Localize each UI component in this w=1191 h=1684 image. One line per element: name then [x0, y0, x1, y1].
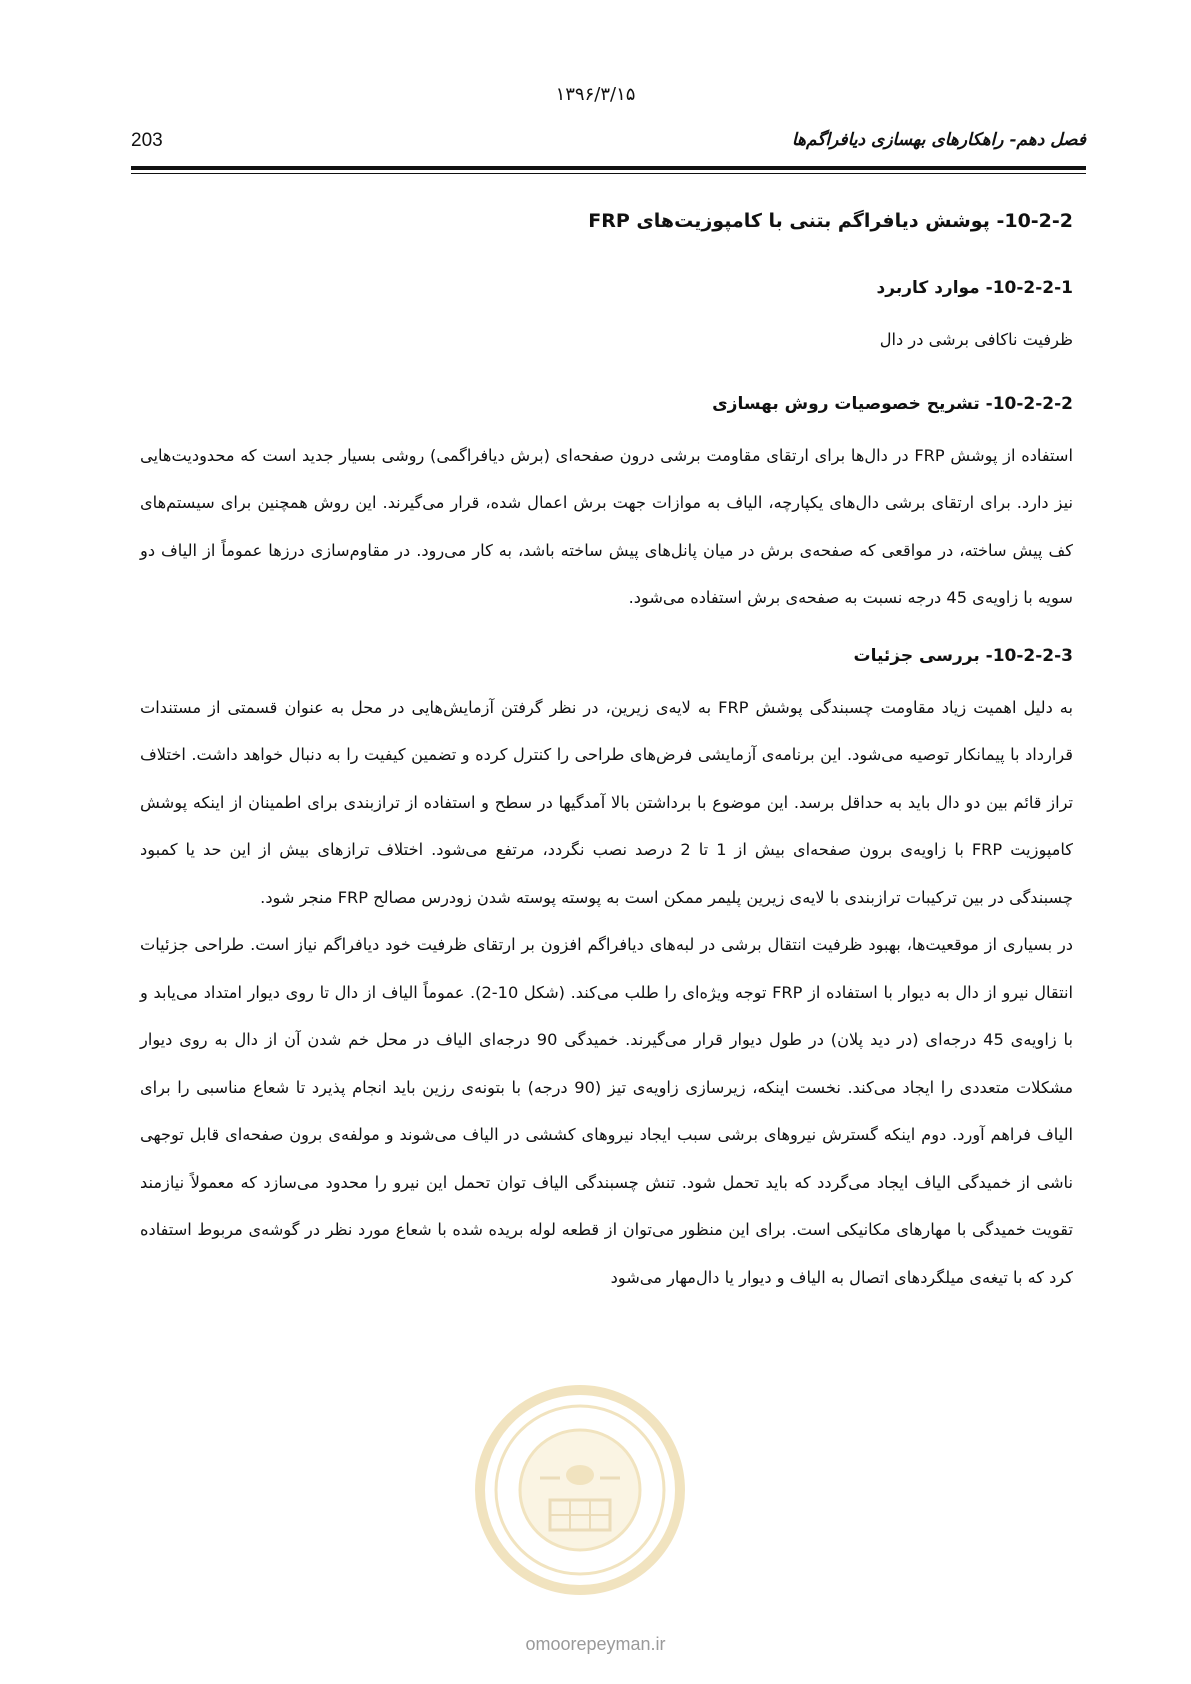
applications-text: ظرفیت ناکافی برشی در دال [879, 330, 1073, 349]
section-heading: 10-2-2- پوشش دیافراگم بتنی با کامپوزیت‌های FRP [588, 210, 1073, 232]
watermark-site: omoorepeyman.ir [525, 1634, 666, 1654]
page-content [140, 210, 1073, 1301]
page-header [131, 130, 1086, 160]
chapter-title: فصل دهم- راهکارهای بهسازی دیافراگم‌ها [791, 130, 1086, 150]
organization-seal-icon [470, 1380, 690, 1600]
page-number: 203 [131, 130, 163, 151]
details-paragraph-1: به دلیل اهمیت زیاد مقاومت چسبندگی پوشش FRP به لایه‌ی زیرین، در نظر گرفتن آزمایش‌هایی در محل به عنوان قسمتی از مستندات قرارداد با پیمانکار توصیه می‌شود. این برنامه‌ی آزمایشی فرض‌های طراحی را کنترل کرده و تضمین کیفیت را به دنبال خواهد داشت. اختلاف تراز قائم بین دو دال باید به حداقل برسد. این موضوع با برداشتن بالا آمدگیها در سطح و استفاده از ترازبندی برای اطمینان از اینکه پوشش کامپوزیت FRP با زاویه‌ی برون صفحه‌ای بیش از 1 تا 2 درصد نصب نگردد، مرتفع می‌شود. اختلاف ترازهای بیش از این حد یا کمبود چسبندگی در بین ترکیبات ترازبندی با لایه‌ی زیرین پلیمر ممکن است به پوسته پوسته شدن زودرس مصالح FRP منجر شود. [140, 697, 1074, 907]
document-date: ۱۳۹۶/۳/۱۵ [555, 84, 636, 105]
header-rule-thick [131, 166, 1086, 170]
details-paragraph-2: در بسیاری از موقعیت‌ها، بهبود ظرفیت انتقال برشی در لبه‌های دیافراگم افزون بر ارتقای ظرفیت خود دیافراگم نیاز است. طراحی جزئیات انتقال نیرو از دال به دیوار با استفاده از FRP توجه ویژه‌ای را طلب می‌کند. (شکل 10-2). عموماً الیاف از دال تا روی دیوار امتداد می‌یابد و با زاویه‌ی 45 درجه‌ای (در دید پلان) در طول دیوار قرار می‌گیرند. خمیدگی 90 درجه‌ای الیاف در محل خم شدن آن از دال به روی دیوار مشکلات متعددی را ایجاد می‌کند. نخست اینکه، زیرسازی زاویه‌ی تیز (90 درجه) با بتونه‌ی رزین باید انجام پذیرد تا شعاع مناسبی را برای الیاف فراهم آورد. دوم اینکه گسترش نیروهای برشی سبب ایجاد نیروهای کششی در الیاف می‌شوند و مولفه‌ی برون صفحه‌ای قابل توجهی ناشی از خمیدگی الیاف ایجاد می‌گردد که باید تحمل شود. تنش چسبندگی الیاف توان تحمل این نیرو را محدود می‌سازد که معمولاً نیازمند تقویت خمیدگی با مهارهای مکانیکی است. برای این منظور می‌توان از قطعه لوله بریده شده با شعاع مورد نظر در گوشه‌ی مربوط استفاده کرد که با تیغه‌ی میلگردهای اتصال به الیاف و دیوار یا دال‌مهار می‌شود [140, 935, 1073, 1287]
header-rule-thin [131, 173, 1086, 174]
subsection-heading-applications: 10-2-2-1- موارد کاربرد [876, 278, 1073, 298]
method-paragraph: استفاده از پوشش FRP در دال‌ها برای ارتقای مقاومت برشی درون صفحه‌ای (برش دیافراگمی) روشی بسیار جدید است که محدودیت‌هایی نیز دارد. برای ارتقای برشی دال‌های یکپارچه، الیاف به موازات جهت برش اعمال شده، قرار می‌گیرند. این روش همچنین برای سیستم‌های کف پیش ساخته، در مواقعی که صفحه‌ی برش در میان پانل‌های پیش ساخته باشد، به کار می‌رود. در مقاوم‌سازی درزها عموماً از الیاف دو سویه با زاویه‌ی 45 درجه نسبت به صفحه‌ی برش استفاده می‌شود. [140, 445, 1073, 607]
subsection-heading-method: 10-2-2-2- تشریح خصوصیات روش بهسازی [712, 393, 1073, 414]
subsection-heading-details: 10-2-2-3- بررسی جزئیات [853, 645, 1073, 666]
